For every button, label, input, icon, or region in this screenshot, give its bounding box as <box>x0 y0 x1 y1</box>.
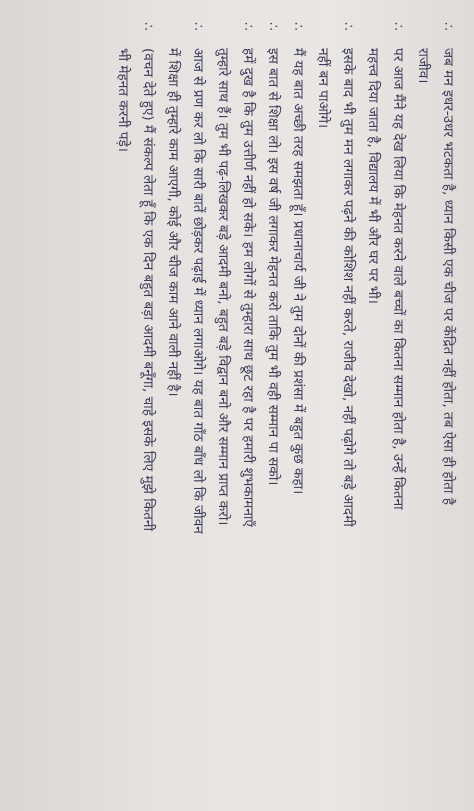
paragraph-line <box>335 22 360 791</box>
paragraph-line <box>435 22 460 791</box>
paragraph-line <box>135 22 160 791</box>
paragraph-line <box>185 22 210 791</box>
line-text: इस बात से शिक्षा लो। इस वर्ष जी लगाकर मेहनत करो ताकि तुम भी वही सम्मान पा सको। <box>265 48 281 486</box>
line-text: मैं यह बात अच्छी तरह समझता हूँ। प्रधानाचार्य जी ने तुम दोनों की प्रशंसा में बहुत कुछ कहा। <box>290 48 306 495</box>
therefore-bullet: ∴ <box>440 22 456 32</box>
therefore-bullet: ∴ <box>390 22 406 32</box>
line-text: इसके बाद भी तुम मन लगाकर पढ़ने की कोशिश नहीं करते, राजीव देखो, नहीं पढ़ोगे तो बड़े आदमी <box>340 48 356 527</box>
line-text: (वचन देते हुए) मैं संकल्प लेता हूँ कि एक दिन बहुत बड़ा आदमी बनूँगा, चाहे इसके लिए मुझे कितनी <box>140 48 156 531</box>
line-text: आज से प्रण कर लो कि सारी बातें छोड़कर पढ़ाई में ध्यान लगाओगे। यह बात गाँठ बाँध लो कि जीवन <box>190 48 206 534</box>
paragraph-line <box>160 22 185 791</box>
paragraph-line <box>385 22 410 791</box>
line-text: पर आज मैंने यह देख लिया कि मेहनत करने वाले बच्चों का कितना सम्मान होता है, उन्हें कितना <box>390 48 406 510</box>
paragraph-line <box>210 22 235 791</box>
line-text: में शिक्षा ही तुम्हारे काम आएगी, कोई और चीज काम आने वाली नहीं है। <box>165 48 181 397</box>
line-text: नहीं बन पाओगे। <box>315 48 331 129</box>
paragraph-line <box>410 22 435 791</box>
therefore-bullet: ∴ <box>265 22 281 32</box>
therefore-bullet: ∴ <box>340 22 356 32</box>
therefore-bullet: ∴ <box>140 22 156 32</box>
line-text: हमें दुख है कि तुम उत्तीर्ण नहीं हो सके। हम लोगों से तुम्हारा साथ छूट रहा है पर हमारी शुभकामनाएँ <box>240 48 256 527</box>
paragraph-line <box>360 22 385 791</box>
line-text: जब मन इधर-उधर भटकता है, ध्यान किसी एक चीज पर केंद्रित नहीं होता, तब ऐसा ही होता है <box>440 48 456 505</box>
therefore-bullet: ∴ <box>190 22 206 32</box>
paragraph-line <box>310 22 335 791</box>
line-text: महत्त्व दिया जाता है, विद्यालय में भी और घर पर भी। <box>365 48 381 304</box>
line-text: तुम्हारे साथ हैं। तुम भी पढ़-लिखकर बड़े आदमी बनो, बहुत बड़े विद्वान बनो और सम्मान प्राप्त करो। <box>215 48 231 526</box>
therefore-bullet: ∴ <box>240 22 256 32</box>
line-text: भी मेहनत करनी पड़े। <box>115 48 131 152</box>
paragraph-line <box>235 22 260 791</box>
line-text: राजीव। <box>415 48 431 84</box>
paragraph-line <box>285 22 310 791</box>
paragraph-line <box>110 22 135 791</box>
paragraph-line <box>260 22 285 791</box>
therefore-bullet: ∴ <box>290 22 306 32</box>
